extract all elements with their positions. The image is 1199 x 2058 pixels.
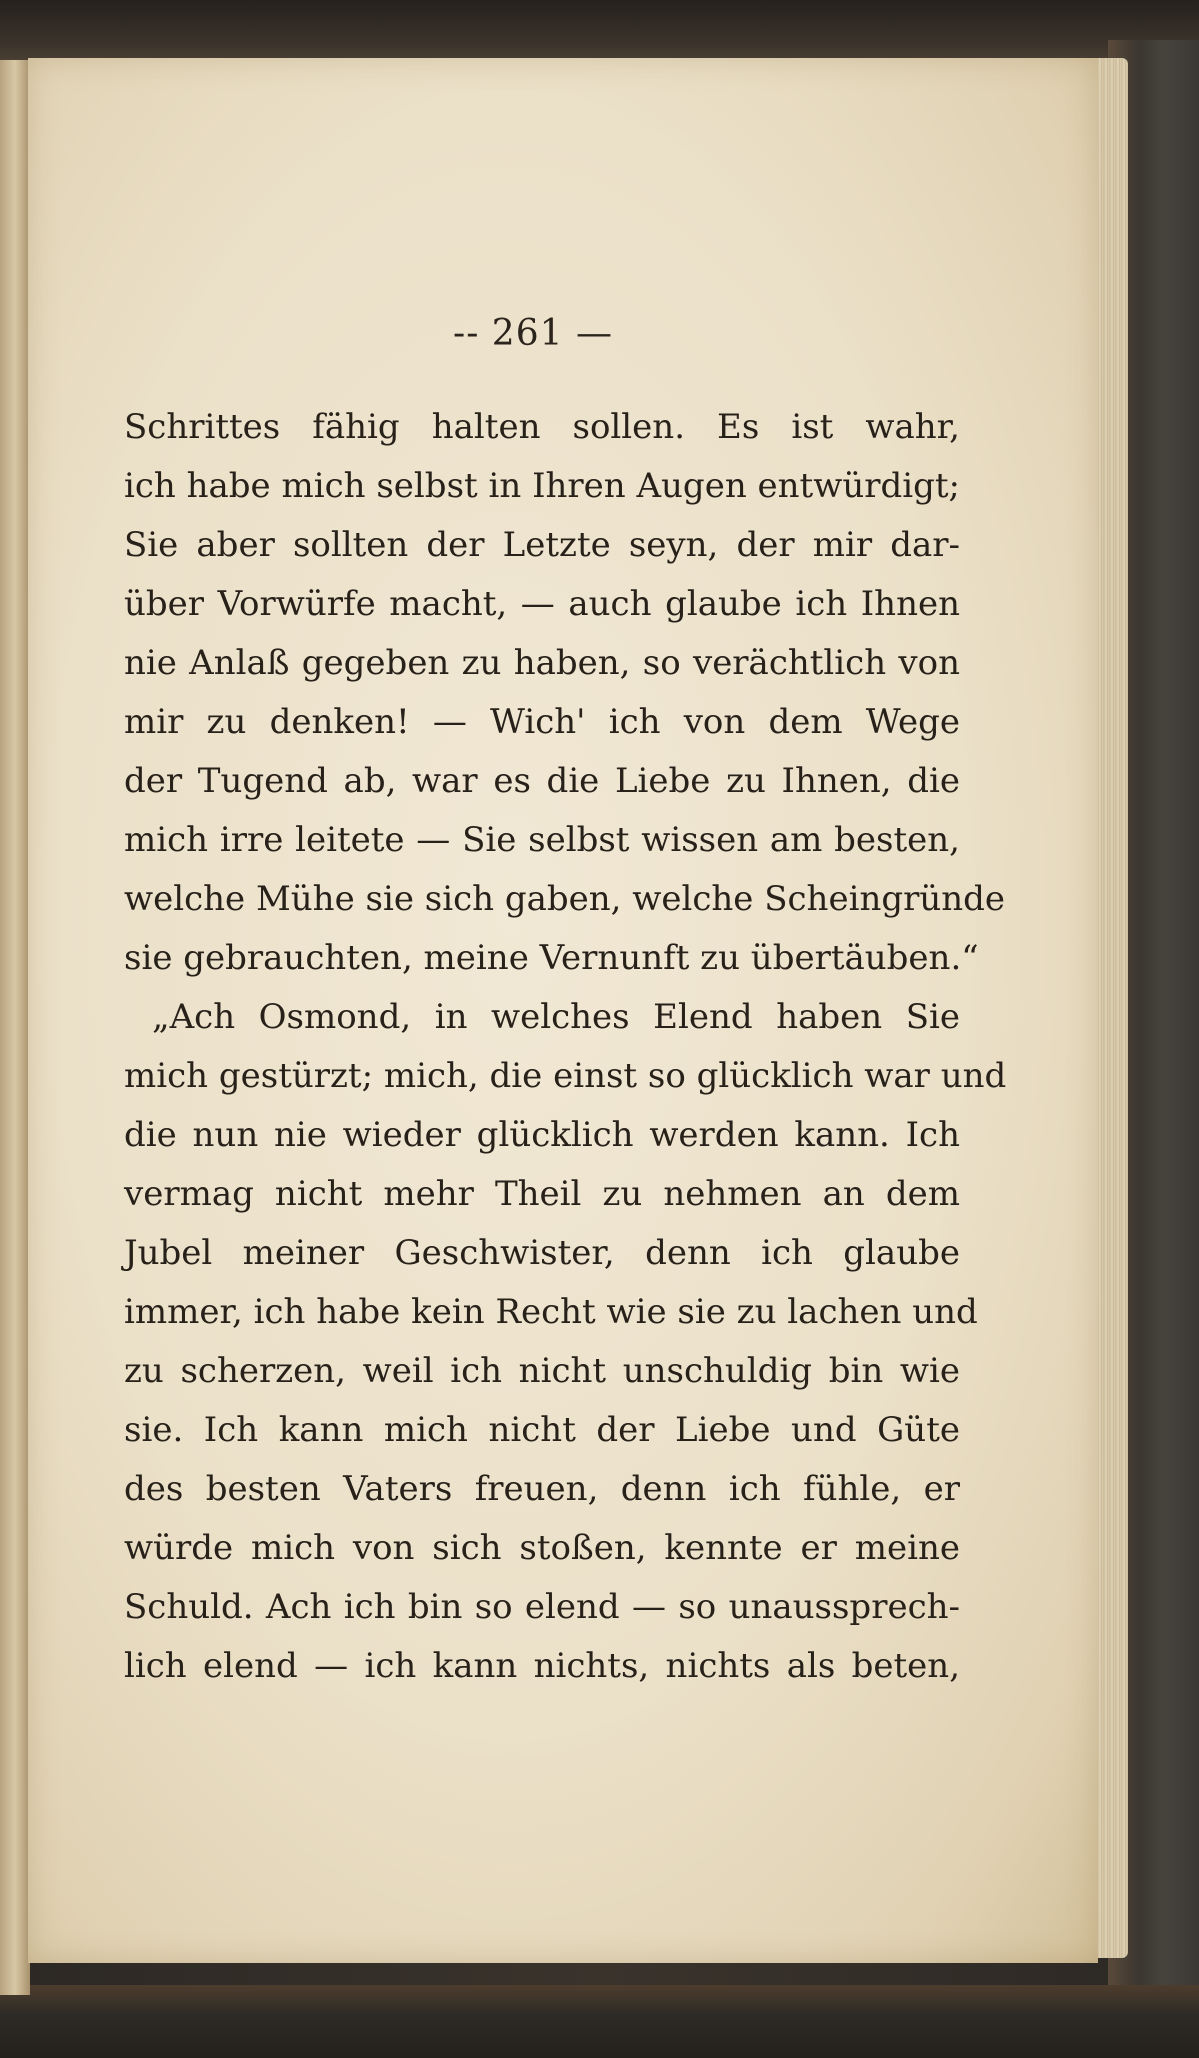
book-cover-top: [0, 0, 1199, 62]
text-line: würde mich von sich stoßen, kennte er meine: [124, 1528, 960, 1568]
text-line: „Ach Osmond, in welches Elend haben Sie: [152, 997, 960, 1037]
book-page: [28, 58, 1098, 1963]
text-line: Schrittes fähig halten sollen. Es ist wahr,: [124, 407, 960, 447]
text-line: Schuld. Ach ich bin so elend — so unaussprech-: [124, 1587, 960, 1627]
book-cover-bottom: [0, 1985, 1199, 2058]
text-line: vermag nicht mehr Theil zu nehmen an dem: [124, 1174, 960, 1214]
text-line: über Vorwürfe macht, — auch glaube ich Ihnen: [124, 584, 960, 624]
text-line: des besten Vaters freuen, denn ich fühle, er: [124, 1469, 960, 1509]
text-line: sie gebrauchten, meine Vernunft zu übertäuben.“: [124, 938, 979, 978]
text-line: mich gestürzt; mich, die einst so glücklich war und: [124, 1056, 1007, 1096]
text-line: mich irre leitete — Sie selbst wissen am besten,: [124, 820, 960, 860]
text-line: Jubel meiner Geschwister, denn ich glaube: [124, 1233, 960, 1273]
body-text: [124, 398, 1007, 1696]
text-line: mir zu denken! — Wich' ich von dem Wege: [124, 702, 960, 742]
text-line: welche Mühe sie sich gaben, welche Scheingründe: [124, 879, 1006, 919]
text-line: Sie aber sollten der Letzte seyn, der mir dar-: [124, 525, 960, 565]
text-line: immer, ich habe kein Recht wie sie zu lachen und: [124, 1292, 978, 1332]
text-line: der Tugend ab, war es die Liebe zu Ihnen, die: [124, 761, 960, 801]
text-line: die nun nie wieder glücklich werden kann. Ich: [124, 1115, 960, 1155]
page-number: -- 261 —: [453, 313, 613, 354]
text-line: lich elend — ich kann nichts, nichts als beten,: [124, 1646, 960, 1686]
text-line: sie. Ich kann mich nicht der Liebe und Güte: [124, 1410, 960, 1450]
text-line: zu scherzen, weil ich nicht unschuldig bin wie: [124, 1351, 960, 1391]
text-line: nie Anlaß gegeben zu haben, so verächtlich von: [124, 643, 960, 683]
text-line: ich habe mich selbst in Ihren Augen entwürdigt;: [124, 466, 960, 506]
